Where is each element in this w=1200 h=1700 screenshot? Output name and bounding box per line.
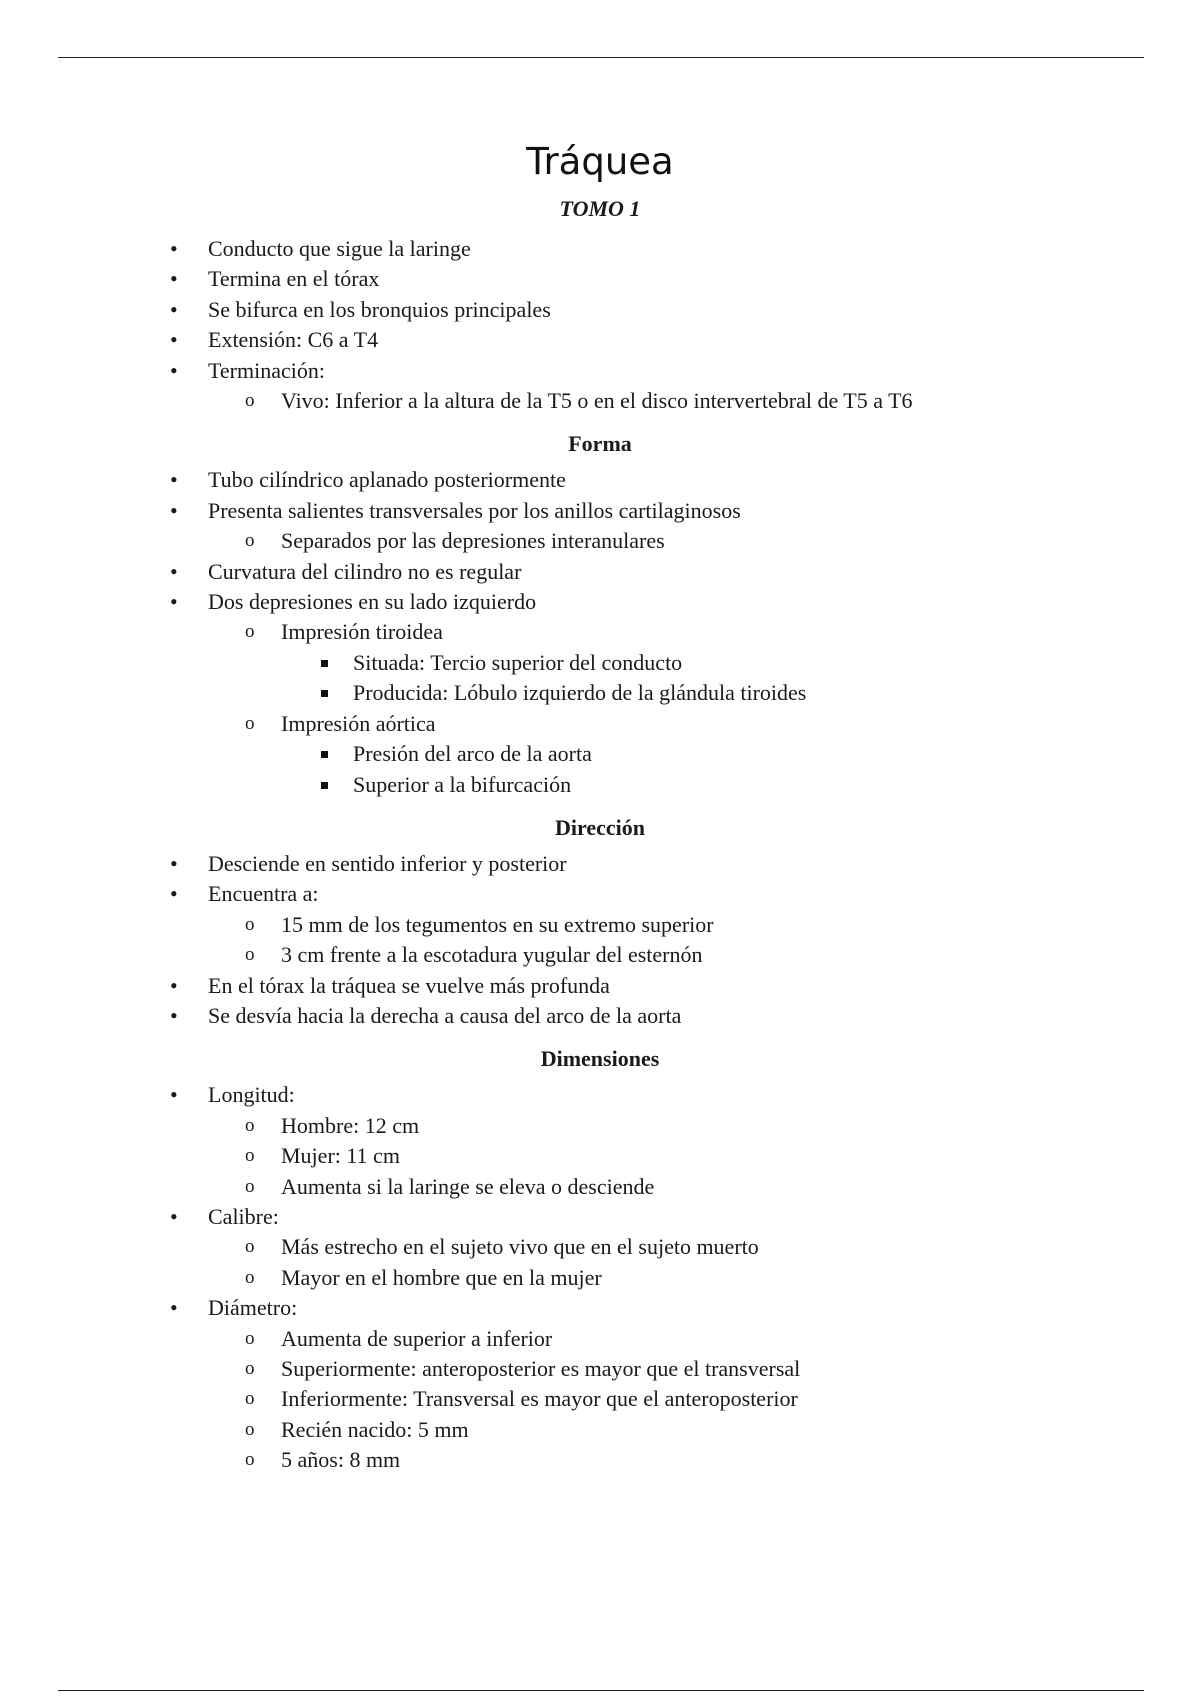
document-subtitle: TOMO 1: [559, 196, 641, 221]
list-item-label: Terminación:: [208, 357, 325, 383]
footer-rule: [58, 1690, 1144, 1691]
sublist-item: o Superiormente: anteroposterior es mayor que el transversal: [281, 1354, 1200, 1384]
list-item: • En el tórax la tráquea se vuelve más profunda: [208, 971, 1200, 1001]
sublist-item: o Aumenta de superior a inferior: [281, 1324, 1200, 1354]
list-item-label: Encuentra a:: [208, 881, 319, 907]
sublist-item: o Aumenta si la laringe se eleva o desciende: [281, 1172, 1200, 1202]
sublist-item: o Mayor en el hombre que en la mujer: [281, 1263, 1200, 1293]
sublist-item-label: Impresión aórtica: [281, 710, 436, 736]
sublist-item: o Hombre: 12 cm: [281, 1111, 1200, 1141]
list-item-label: Longitud:: [208, 1082, 295, 1108]
list-item: • Curvatura del cilindro no es regular: [208, 557, 1200, 587]
list-item: • Extensión: C6 a T4: [208, 325, 1200, 355]
sublist: [281, 910, 1200, 971]
list-item-label: Presenta salientes transversales por los anillos cartilaginosos: [208, 497, 741, 523]
list-item: • Desciende en sentido inferior y posterior: [208, 849, 1200, 879]
section-heading-forma: Forma: [568, 431, 632, 457]
sublist: [281, 617, 1200, 799]
sublist-item-aortica: [281, 709, 1200, 800]
section-heading-direccion: Dirección: [554, 814, 645, 840]
list-item-diametro: [208, 1293, 1200, 1475]
sublist-item: o Separados por las depresiones interanulares: [281, 526, 1200, 556]
list-item-label: Diámetro:: [208, 1295, 298, 1321]
sublist: [281, 526, 1200, 556]
list-item: [208, 587, 1200, 800]
sublist-item: o Mujer: 11 cm: [281, 1141, 1200, 1171]
sublist: [281, 1324, 1200, 1476]
detail-item: Situada: Tercio superior del conducto: [353, 648, 1200, 678]
list-item: [208, 879, 1200, 970]
detail-item: Presión del arco de la aorta: [353, 739, 1200, 769]
detail-item: Superior a la bifurcación: [353, 770, 1200, 800]
header-rule: [58, 57, 1144, 58]
dimensiones-list: [208, 1080, 1200, 1475]
list-item: • Termina en el tórax: [208, 264, 1200, 294]
list-item: • Se bifurca en los bronquios principales: [208, 295, 1200, 325]
sublist-item: o 3 cm frente a la escotadura yugular del esternón: [281, 940, 1200, 970]
sublist-item-tiroidea: [281, 617, 1200, 708]
sublist-item: o 15 mm de los tegumentos en su extremo superior: [281, 910, 1200, 940]
list-item-label: Dos depresiones en su lado izquierdo: [208, 589, 537, 615]
sublist: [281, 1111, 1200, 1202]
list-item-terminacion: [208, 356, 1200, 417]
list-item: • Conducto que sigue la laringe: [208, 234, 1200, 264]
sublist: [281, 1232, 1200, 1293]
list-item-longitud: [208, 1080, 1200, 1202]
document-body: [0, 138, 1200, 1476]
list-item: • Se desvía hacia la derecha a causa del arco de la aorta: [208, 1001, 1200, 1031]
sublist-item: o Más estrecho en el sujeto vivo que en el sujeto muerto: [281, 1232, 1200, 1262]
sublist-item: o Recién nacido: 5 mm: [281, 1415, 1200, 1445]
sublist-item: o Inferiormente: Transversal es mayor que el anteroposterior: [281, 1384, 1200, 1414]
list-item-calibre: [208, 1202, 1200, 1293]
list-item: [208, 496, 1200, 557]
detail-list: [353, 648, 1200, 709]
sublist: [281, 386, 1200, 416]
document-title: Tráquea: [526, 140, 674, 183]
section-heading-dimensiones: Dimensiones: [540, 1046, 660, 1072]
forma-list: [208, 465, 1200, 799]
sublist-item-label: Impresión tiroidea: [281, 619, 443, 645]
list-item: • Tubo cilíndrico aplanado posteriormente: [208, 465, 1200, 495]
list-item-label: Calibre:: [208, 1203, 279, 1229]
sublist-item: o Vivo: Inferior a la altura de la T5 o en el disco intervertebral de T5 a T6: [281, 386, 1200, 416]
intro-list: [208, 234, 1200, 416]
sublist-item: o 5 años: 8 mm: [281, 1445, 1200, 1475]
direccion-list: [208, 849, 1200, 1031]
detail-list: [353, 739, 1200, 800]
detail-item: Producida: Lóbulo izquierdo de la glándula tiroides: [353, 678, 1200, 708]
